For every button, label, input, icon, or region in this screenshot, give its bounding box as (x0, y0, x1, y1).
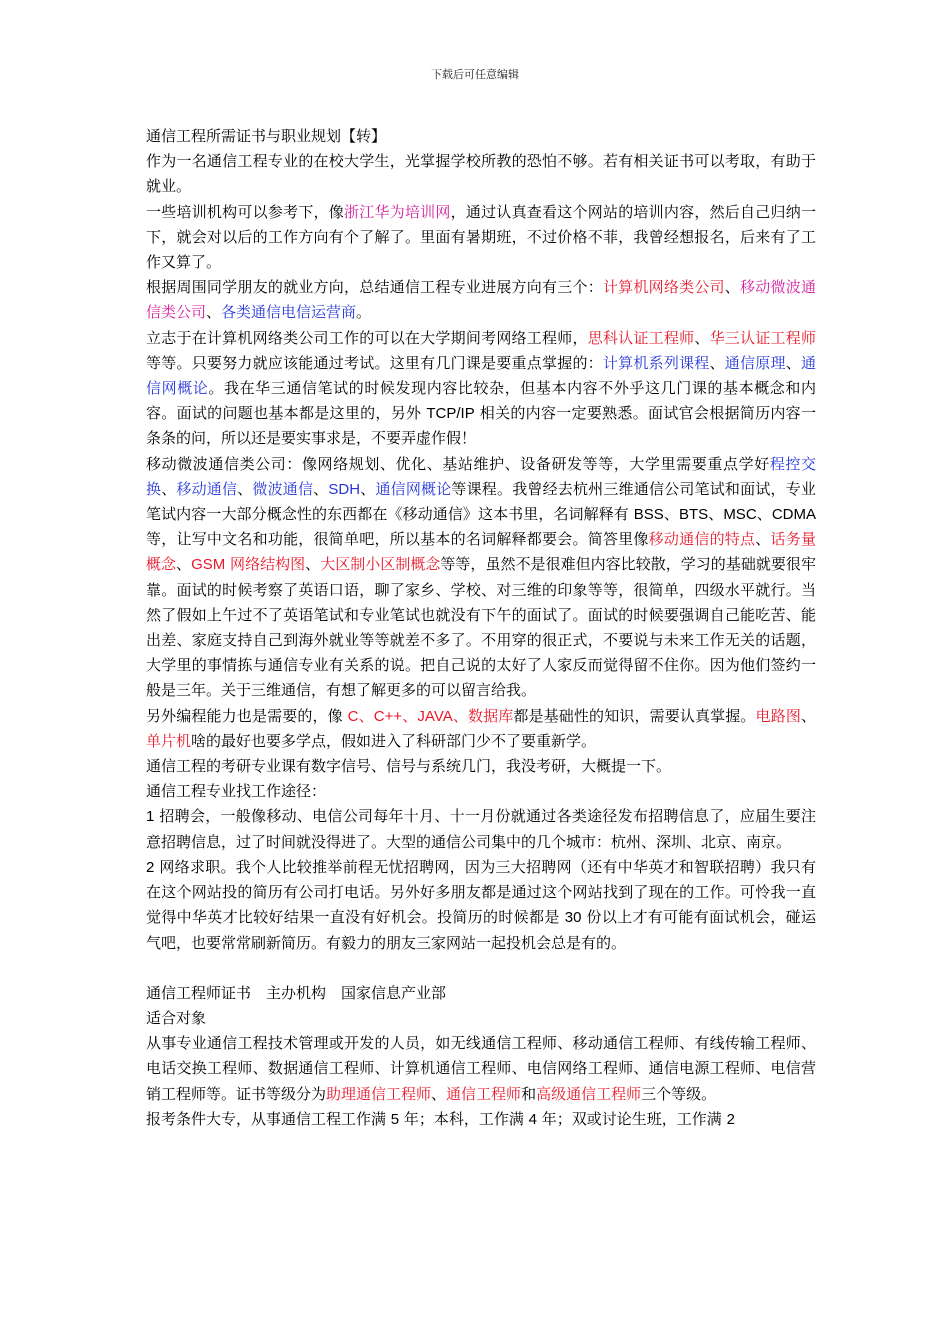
text-run: ，通过认真查看这个网站的培训内容，然后自己归纳一下，就会对以后的工作方向有个了解了。里面有暑期班，不过价格不菲，我曾经想报名，后来有了工作又算了。 (146, 202, 816, 272)
highlighted-term: 电路图 (755, 706, 801, 725)
text-run: 、 (709, 353, 725, 372)
paragraph (146, 275, 816, 325)
text-run: 招聘会，一般像移动、电信公司每年十月、十一月份就通过各类途径发布招聘信息了，应届生要注意招聘信息，过了时间就没得进了。大型的通信公司集中的几个城市：杭州、深圳、北京、南京。 (146, 807, 816, 851)
highlighted-term: C (347, 707, 359, 725)
text-run: 。 (356, 303, 372, 322)
text-run: 三个等级。 (641, 1084, 717, 1103)
blank-line (146, 956, 816, 981)
text-run: 、 (755, 530, 771, 549)
highlighted-term: 高级通信工程师 (536, 1084, 642, 1103)
text-run: 另外编程能力也是需要的，像 (146, 706, 348, 725)
text-run: 1 (146, 808, 155, 826)
text-run: 等课程。我曾经去杭州三维通信公司笔试和面试，专业笔试内容一大部分概念性的东西都在《移动通信》这本书里，名词解释有 (146, 479, 816, 524)
text-run: 啥的最好也要多学点，假如进入了科研部门少不了要重新学。 (191, 731, 597, 750)
text-run: 报考条件大专，从事通信工程工作满 (146, 1109, 391, 1128)
text-run: 网络求职。我个人比较推举前程无忧招聘网，因为三大招聘网（还有中华英才和智联招聘）我只有在这个网站投的简历有公司打电话。另外好多朋友都是通过这个网站找到了现在的工作。可怜我一直觉得中华英才比较好结果一直没有好机会。投简历的时候都是 (146, 857, 816, 927)
text-run: 适合对象 (146, 1008, 207, 1027)
highlighted-term: 思科认证工程师 (587, 328, 695, 347)
paragraph (146, 200, 816, 276)
highlighted-term: 大区制小区制概念 (320, 555, 441, 574)
text-run: 移动微波通信类公司：像网络规划、优化、基站维护、设备研发等等，大学里需要重点学好 (146, 454, 770, 473)
text-run: 4 (528, 1110, 538, 1128)
text-run: 2 (146, 858, 155, 876)
text-run: 通信工程所需证书与职业规划【转】 (146, 127, 387, 145)
text-run: 根据周围同学朋友的就业方向，总结通信工程专业进展方向有三个： (146, 278, 603, 297)
highlighted-term: 移动通信的特点 (648, 530, 756, 549)
text-run: 、 (800, 706, 816, 725)
text-run: 从事专业通信工程技术管理或开发的人员，如无线通信工程师、移动通信工程师、有线传输工程师、电话交换工程师、数据通信工程师、计算机通信工程师、电信网络工程师、通信电源工程师、电信营销工程师等。证书等级分为 (146, 1034, 816, 1103)
text-run: 一些培训机构可以参考下，像 (146, 202, 345, 221)
highlighted-term: 微波通信 (252, 479, 314, 498)
highlighted-term: JAVA (417, 707, 453, 725)
text-run: 都是基础性的知识，需要认真掌握。 (513, 706, 756, 725)
text-run: 、 (161, 479, 177, 498)
highlighted-term: 浙江华为培训网 (344, 202, 451, 221)
text-run: 等，让写中文名和功能，很简单吧，所以基本的名词解释都要会。简答里像 (146, 530, 649, 549)
text-run: 立志于在计算机网络类公司工作的可以在大学期间考网络工程师， (146, 328, 588, 347)
page-header: 下载后可任意编辑 (431, 68, 519, 81)
text-run: 通信工程的考研专业课有数字信号、信号与系统几门，我没考研，大概提一下。 (146, 757, 672, 776)
text-run: 2 (726, 1110, 735, 1128)
highlighted-term: SDH (328, 480, 361, 498)
highlighted-term: 网络结构图 (225, 555, 306, 574)
text-run: TCP/IP (426, 405, 475, 423)
text-run: 等等。只要努力就应该能通过考试。这里有几门课是要重点掌握的： (146, 353, 603, 372)
paragraph (146, 704, 816, 754)
highlighted-term: 话务量概念 (146, 530, 816, 574)
highlighted-term: 单片机 (146, 731, 192, 750)
text-run: 5 (390, 1110, 400, 1128)
text-run: 、 (785, 353, 801, 372)
highlighted-term: 华三认证工程师 (709, 328, 816, 347)
paragraph (146, 754, 816, 779)
highlighted-term: 通信工程师 (446, 1084, 522, 1103)
paragraph (146, 1107, 816, 1132)
paragraph (146, 149, 816, 199)
highlighted-term: 移动微波通信类公司 (146, 278, 816, 322)
paragraph (146, 1031, 816, 1107)
text-run: 和 (521, 1084, 537, 1103)
text-run: 、 (360, 479, 376, 498)
highlighted-term: GSM (191, 556, 226, 574)
highlighted-term: 程控交换 (146, 454, 816, 498)
text-run: 相关的内容一定要熟悉。面试官会根据简历内容一条条的问，所以还是要实事求是，不要弄虚作假！ (146, 404, 816, 448)
text-run: 份以上才有可能有面试机会，碰运气吧，也要常常刷新简历。有毅力的朋友三家网站一起投机会总是有的。 (146, 908, 816, 952)
highlighted-term: 计算机网络类公司 (602, 278, 725, 297)
text-run: 作为一名通信工程专业的在校大学生，光掌握学校所教的恐怕不够。若有相关证书可以考取，有助于就业。 (146, 152, 816, 196)
text-run: 、 (305, 555, 321, 574)
paragraph (146, 1006, 816, 1031)
text-run: 年；本科，工作满 (399, 1109, 529, 1128)
text-run: 30 (564, 909, 582, 927)
highlighted-term: 助理通信工程师 (326, 1084, 432, 1103)
paragraph (146, 855, 816, 956)
highlighted-term: 、数据库 (452, 706, 514, 725)
text-run: 等等，虽然不是很难但内容比较散，学习的基础就要很牢靠。面试的时候考察了英语口语，聊了家乡、学校、对三维的印象等等，很简单，四级水平就行。当然了假如上午过不了英语笔试和专业笔试也就没有下午的面试了。面试的时候要强调自己能吃苦、能出差、家庭支持自己到海外就业等等就差不多了。不用穿的很正式，不要说与未来工作无关的话题，大学里的事情拣与通信专业有关系的说。把自己说的太好了人家反而觉得留不住你。因为他们签约一般是三年。关于三维通信，有想了解更多的可以留言给我。 (146, 555, 816, 700)
highlighted-term: 各类通信电信运营商 (221, 303, 357, 322)
text-run: 、 (313, 479, 329, 498)
highlighted-term: C++ (373, 707, 403, 725)
paragraph (146, 326, 816, 452)
highlighted-term: 通信网概论 (375, 479, 452, 498)
text-run: 、 (724, 278, 741, 297)
text-run: 通信工程专业找工作途径： (146, 782, 327, 801)
text-run: 、 (237, 479, 253, 498)
highlighted-term: 通信网概论 (146, 353, 816, 398)
paragraph (146, 981, 816, 1006)
text-run: 年；双或讨论生班，工作满 (537, 1109, 727, 1128)
document-body (146, 124, 816, 1132)
highlighted-term: 计算机系列课程 (602, 353, 710, 372)
highlighted-term: 通信原理 (724, 353, 786, 372)
text-run: 、 (431, 1084, 447, 1103)
highlighted-term: 、 (402, 706, 418, 725)
paragraph (146, 124, 816, 149)
text-run: BSS、BTS、MSC、CDMA (633, 506, 816, 524)
text-run: 。我在华三通信笔试的时候发现内容比较杂，但基本内容不外乎这几门课的基本概念和内容。面试的问题也基本都是这里的，另外 (146, 379, 816, 423)
paragraph (146, 452, 816, 704)
text-run: 、 (206, 303, 222, 322)
highlighted-term: 、 (358, 706, 374, 725)
text-run: 、 (176, 555, 192, 574)
text-run: 、 (694, 328, 710, 347)
paragraph (146, 779, 816, 804)
highlighted-term: 移动通信 (176, 479, 238, 498)
paragraph (146, 804, 816, 854)
text-run: 通信工程师证书 主办机构 国家信息产业部 (146, 983, 447, 1002)
